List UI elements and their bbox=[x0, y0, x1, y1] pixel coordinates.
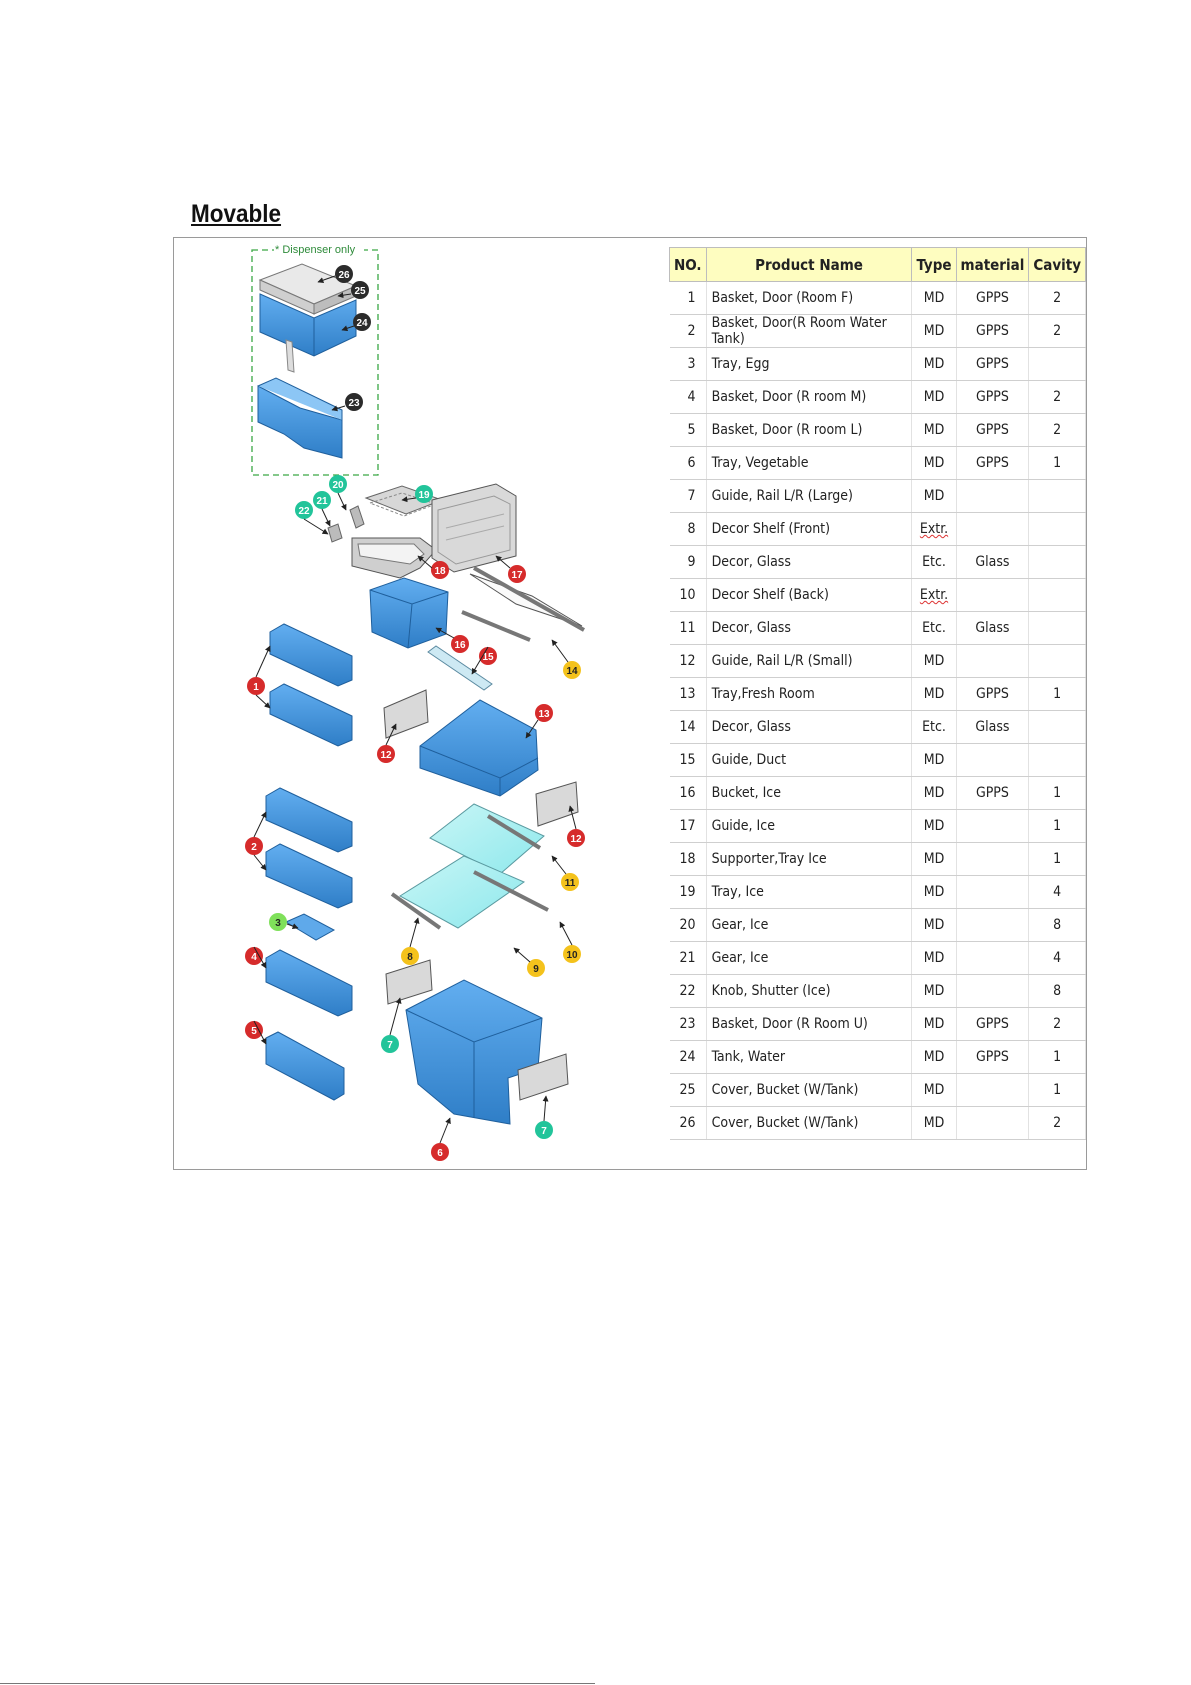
cell-type: MD bbox=[912, 447, 956, 480]
cell-type: MD bbox=[912, 744, 956, 777]
cell-cavity bbox=[1029, 579, 1086, 612]
table-row bbox=[670, 810, 1086, 843]
cell-type: Extr. bbox=[912, 513, 956, 546]
cell-type: MD bbox=[912, 1107, 956, 1140]
cell-product-name: Supporter,Tray Ice bbox=[706, 843, 912, 876]
badge-24 bbox=[353, 313, 371, 331]
cell-product-name: Decor Shelf (Front) bbox=[706, 513, 912, 546]
ice-maker-parts bbox=[328, 484, 584, 690]
badge-21 bbox=[313, 491, 331, 509]
footer-rule bbox=[0, 1683, 595, 1684]
cell-type: Extr. bbox=[912, 579, 956, 612]
cell-product-name: Decor Shelf (Back) bbox=[706, 579, 912, 612]
badge-10 bbox=[563, 945, 581, 963]
table-row bbox=[670, 1107, 1086, 1140]
cell-no: 11 bbox=[670, 612, 707, 645]
cell-product-name: Bucket, Ice bbox=[706, 777, 912, 810]
cell-no: 13 bbox=[670, 678, 707, 711]
cell-cavity: 1 bbox=[1029, 678, 1086, 711]
svg-text:9: 9 bbox=[533, 964, 539, 975]
cell-no: 22 bbox=[670, 975, 707, 1008]
cell-product-name: Cover, Bucket (W/Tank) bbox=[706, 1107, 912, 1140]
cell-type: MD bbox=[912, 1041, 956, 1074]
cell-no: 26 bbox=[670, 1107, 707, 1140]
cell-material: GPPS bbox=[956, 777, 1029, 810]
cell-type: MD bbox=[912, 348, 956, 381]
table-header-row bbox=[670, 248, 1086, 282]
cell-material bbox=[956, 645, 1029, 678]
cell-product-name: Tray, Vegetable bbox=[706, 447, 912, 480]
cell-product-name: Basket, Door (R room M) bbox=[706, 381, 912, 414]
badge-1 bbox=[247, 677, 265, 695]
cell-material: GPPS bbox=[956, 315, 1029, 348]
badge-23 bbox=[345, 393, 363, 411]
cell-material bbox=[956, 1107, 1029, 1140]
cell-product-name: Basket, Door (R room L) bbox=[706, 414, 912, 447]
table-row bbox=[670, 645, 1086, 678]
table-row bbox=[670, 579, 1086, 612]
badge-19 bbox=[415, 485, 433, 503]
svg-text:26: 26 bbox=[338, 270, 350, 281]
svg-text:6: 6 bbox=[437, 1148, 443, 1159]
table-row bbox=[670, 315, 1086, 348]
svg-text:3: 3 bbox=[275, 918, 281, 929]
cell-cavity: 4 bbox=[1029, 876, 1086, 909]
cell-cavity bbox=[1029, 612, 1086, 645]
cell-product-name: Basket, Door(R Room Water Tank) bbox=[706, 315, 912, 348]
cell-product-name: Gear, Ice bbox=[706, 909, 912, 942]
cell-material bbox=[956, 843, 1029, 876]
badge-25 bbox=[351, 281, 369, 299]
cell-type: MD bbox=[912, 777, 956, 810]
cell-material bbox=[956, 975, 1029, 1008]
table-row bbox=[670, 744, 1086, 777]
cell-cavity: 2 bbox=[1029, 315, 1086, 348]
dispenser-group bbox=[252, 244, 378, 475]
cell-product-name: Tray, Ice bbox=[706, 876, 912, 909]
badge-3 bbox=[269, 913, 287, 931]
badge-7b bbox=[535, 1121, 553, 1139]
cell-no: 8 bbox=[670, 513, 707, 546]
cell-no: 14 bbox=[670, 711, 707, 744]
cell-type: MD bbox=[912, 975, 956, 1008]
table-row bbox=[670, 843, 1086, 876]
cell-material bbox=[956, 480, 1029, 513]
cell-cavity: 1 bbox=[1029, 1041, 1086, 1074]
badge-22 bbox=[295, 501, 313, 519]
table-row bbox=[670, 381, 1086, 414]
cell-material: GPPS bbox=[956, 1041, 1029, 1074]
exploded-parts-diagram bbox=[174, 238, 644, 1169]
parts-table bbox=[669, 247, 1086, 1140]
cell-type: MD bbox=[912, 678, 956, 711]
table-row bbox=[670, 711, 1086, 744]
table-row bbox=[670, 909, 1086, 942]
cell-type: MD bbox=[912, 381, 956, 414]
badge-7a bbox=[381, 1035, 399, 1053]
cell-cavity bbox=[1029, 513, 1086, 546]
svg-text:15: 15 bbox=[482, 652, 494, 663]
badge-14 bbox=[563, 661, 581, 679]
cell-product-name: Cover, Bucket (W/Tank) bbox=[706, 1074, 912, 1107]
table-row bbox=[670, 513, 1086, 546]
svg-text:22: 22 bbox=[298, 506, 310, 517]
cell-type: MD bbox=[912, 315, 956, 348]
cell-no: 5 bbox=[670, 414, 707, 447]
cell-material bbox=[956, 810, 1029, 843]
svg-text:25: 25 bbox=[354, 286, 366, 297]
cell-no: 20 bbox=[670, 909, 707, 942]
cell-cavity bbox=[1029, 480, 1086, 513]
cell-product-name: Decor, Glass bbox=[706, 711, 912, 744]
svg-text:10: 10 bbox=[566, 950, 578, 961]
cell-type: MD bbox=[912, 645, 956, 678]
cell-material bbox=[956, 1074, 1029, 1107]
cell-no: 16 bbox=[670, 777, 707, 810]
cell-cavity: 1 bbox=[1029, 777, 1086, 810]
cell-material bbox=[956, 909, 1029, 942]
table-row bbox=[670, 678, 1086, 711]
cell-product-name: Tray, Egg bbox=[706, 348, 912, 381]
svg-text:18: 18 bbox=[434, 566, 446, 577]
cell-no: 17 bbox=[670, 810, 707, 843]
cell-cavity: 4 bbox=[1029, 942, 1086, 975]
table-row bbox=[670, 282, 1086, 315]
table-row bbox=[670, 876, 1086, 909]
header-product-name: Product Name bbox=[706, 248, 912, 282]
table-row bbox=[670, 447, 1086, 480]
table-row bbox=[670, 1041, 1086, 1074]
cell-type: MD bbox=[912, 810, 956, 843]
cell-type: MD bbox=[912, 1074, 956, 1107]
cell-cavity: 8 bbox=[1029, 909, 1086, 942]
glass-shelves bbox=[392, 804, 548, 928]
cell-material: GPPS bbox=[956, 381, 1029, 414]
cell-no: 6 bbox=[670, 447, 707, 480]
cell-cavity: 1 bbox=[1029, 810, 1086, 843]
cell-product-name: Basket, Door (R Room U) bbox=[706, 1008, 912, 1041]
cell-no: 9 bbox=[670, 546, 707, 579]
table-row bbox=[670, 1008, 1086, 1041]
badge-11 bbox=[561, 873, 579, 891]
table-row bbox=[670, 414, 1086, 447]
cell-type: MD bbox=[912, 843, 956, 876]
header-no: NO. bbox=[670, 248, 707, 282]
badge-13 bbox=[535, 704, 553, 722]
table-row bbox=[670, 1074, 1086, 1107]
cell-material bbox=[956, 744, 1029, 777]
table-row bbox=[670, 942, 1086, 975]
cell-cavity: 2 bbox=[1029, 381, 1086, 414]
cell-type: MD bbox=[912, 942, 956, 975]
table-row bbox=[670, 348, 1086, 381]
svg-text:19: 19 bbox=[418, 490, 430, 501]
svg-text:5: 5 bbox=[251, 1026, 257, 1037]
cell-no: 21 bbox=[670, 942, 707, 975]
cell-cavity bbox=[1029, 546, 1086, 579]
svg-text:20: 20 bbox=[332, 480, 344, 491]
badge-6 bbox=[431, 1143, 449, 1161]
cell-material: GPPS bbox=[956, 414, 1029, 447]
cell-material bbox=[956, 579, 1029, 612]
cell-cavity: 2 bbox=[1029, 414, 1086, 447]
cell-no: 4 bbox=[670, 381, 707, 414]
section-title: Movable bbox=[191, 200, 282, 228]
cell-type: MD bbox=[912, 480, 956, 513]
cell-cavity: 1 bbox=[1029, 843, 1086, 876]
header-type: Type bbox=[912, 248, 956, 282]
badge-2 bbox=[245, 837, 263, 855]
badge-12a bbox=[377, 745, 395, 763]
svg-text:7: 7 bbox=[387, 1040, 393, 1051]
cell-type: MD bbox=[912, 1008, 956, 1041]
dispenser-label: * Dispenser only bbox=[275, 244, 356, 256]
svg-text:1: 1 bbox=[253, 682, 259, 693]
svg-text:7: 7 bbox=[541, 1126, 547, 1137]
badge-17 bbox=[508, 565, 526, 583]
cell-product-name: Basket, Door (Room F) bbox=[706, 282, 912, 315]
badge-4 bbox=[245, 947, 263, 965]
cell-no: 12 bbox=[670, 645, 707, 678]
cell-material: GPPS bbox=[956, 678, 1029, 711]
cell-cavity: 2 bbox=[1029, 282, 1086, 315]
cell-material: Glass bbox=[956, 612, 1029, 645]
door-baskets bbox=[266, 624, 352, 1100]
svg-text:16: 16 bbox=[454, 640, 466, 651]
cell-product-name: Decor, Glass bbox=[706, 546, 912, 579]
cell-type: Etc. bbox=[912, 612, 956, 645]
cell-product-name: Tank, Water bbox=[706, 1041, 912, 1074]
cell-product-name: Gear, Ice bbox=[706, 942, 912, 975]
cell-cavity: 1 bbox=[1029, 447, 1086, 480]
badge-12b bbox=[567, 829, 585, 847]
cell-no: 10 bbox=[670, 579, 707, 612]
cell-product-name: Guide, Rail L/R (Large) bbox=[706, 480, 912, 513]
table-row bbox=[670, 612, 1086, 645]
svg-text:17: 17 bbox=[511, 570, 523, 581]
svg-text:12: 12 bbox=[380, 750, 392, 761]
svg-text:8: 8 bbox=[407, 952, 413, 963]
header-material: material bbox=[956, 248, 1029, 282]
cell-no: 24 bbox=[670, 1041, 707, 1074]
cell-cavity: 2 bbox=[1029, 1107, 1086, 1140]
cell-no: 7 bbox=[670, 480, 707, 513]
parts-figure bbox=[173, 237, 1087, 1170]
table-row bbox=[670, 777, 1086, 810]
table-row bbox=[670, 975, 1086, 1008]
cell-cavity bbox=[1029, 348, 1086, 381]
cell-material: Glass bbox=[956, 546, 1029, 579]
cell-material: GPPS bbox=[956, 447, 1029, 480]
svg-text:24: 24 bbox=[356, 318, 368, 329]
vegetable-tray bbox=[386, 960, 568, 1124]
cell-material: GPPS bbox=[956, 1008, 1029, 1041]
cell-no: 2 bbox=[670, 315, 707, 348]
badge-15 bbox=[479, 647, 497, 665]
cell-cavity: 8 bbox=[1029, 975, 1086, 1008]
cell-no: 15 bbox=[670, 744, 707, 777]
svg-text:21: 21 bbox=[316, 496, 328, 507]
cell-material: GPPS bbox=[956, 282, 1029, 315]
cell-cavity: 2 bbox=[1029, 1008, 1086, 1041]
badge-18 bbox=[431, 561, 449, 579]
svg-text:12: 12 bbox=[570, 834, 582, 845]
cell-product-name: Knob, Shutter (Ice) bbox=[706, 975, 912, 1008]
cell-type: MD bbox=[912, 282, 956, 315]
cell-product-name: Guide, Duct bbox=[706, 744, 912, 777]
cell-no: 25 bbox=[670, 1074, 707, 1107]
cell-material bbox=[956, 513, 1029, 546]
cell-type: Etc. bbox=[912, 546, 956, 579]
svg-text:13: 13 bbox=[538, 709, 550, 720]
table-row bbox=[670, 546, 1086, 579]
cell-product-name: Guide, Rail L/R (Small) bbox=[706, 645, 912, 678]
cell-cavity bbox=[1029, 711, 1086, 744]
cell-no: 18 bbox=[670, 843, 707, 876]
svg-text:14: 14 bbox=[566, 666, 578, 677]
header-cavity: Cavity bbox=[1029, 248, 1086, 282]
cell-cavity: 1 bbox=[1029, 1074, 1086, 1107]
cell-type: MD bbox=[912, 414, 956, 447]
cell-cavity bbox=[1029, 645, 1086, 678]
cell-no: 1 bbox=[670, 282, 707, 315]
svg-text:4: 4 bbox=[251, 952, 257, 963]
cell-product-name: Decor, Glass bbox=[706, 612, 912, 645]
svg-text:2: 2 bbox=[251, 842, 257, 853]
cell-type: MD bbox=[912, 876, 956, 909]
cell-no: 3 bbox=[670, 348, 707, 381]
cell-material bbox=[956, 876, 1029, 909]
badge-5 bbox=[245, 1021, 263, 1039]
svg-text:23: 23 bbox=[348, 398, 360, 409]
cell-type: Etc. bbox=[912, 711, 956, 744]
cell-cavity bbox=[1029, 744, 1086, 777]
cell-product-name: Tray,Fresh Room bbox=[706, 678, 912, 711]
badge-26 bbox=[335, 265, 353, 283]
cell-material bbox=[956, 942, 1029, 975]
cell-material: GPPS bbox=[956, 348, 1029, 381]
table-row bbox=[670, 480, 1086, 513]
badge-20 bbox=[329, 475, 347, 493]
cell-type: MD bbox=[912, 909, 956, 942]
badge-8 bbox=[401, 947, 419, 965]
cell-no: 19 bbox=[670, 876, 707, 909]
svg-text:11: 11 bbox=[564, 878, 576, 889]
cell-product-name: Guide, Ice bbox=[706, 810, 912, 843]
cell-no: 23 bbox=[670, 1008, 707, 1041]
parts-table-body bbox=[670, 282, 1086, 1140]
cell-material: Glass bbox=[956, 711, 1029, 744]
